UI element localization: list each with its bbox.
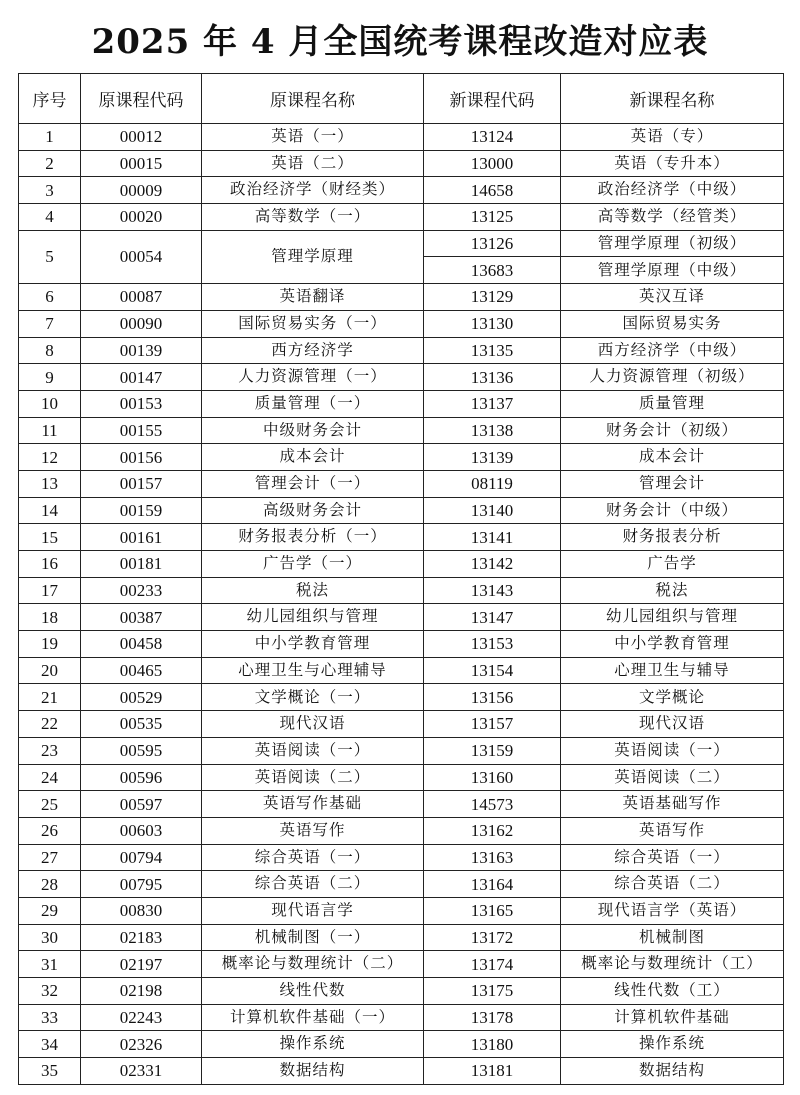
table-row (19, 844, 784, 871)
cell-old-code: 00054 (81, 230, 202, 283)
cell-old-name: 英语（一） (202, 124, 424, 151)
cell-old-code: 00157 (81, 470, 202, 497)
course-mapping-table (18, 73, 784, 1085)
cell-seq: 28 (19, 871, 81, 898)
page-title: 2025 年 4 月全国统考课程改造对应表 (91, 22, 709, 62)
table-row (19, 204, 784, 231)
cell-seq: 31 (19, 951, 81, 978)
cell-new-code: 13141 (424, 524, 561, 551)
cell-old-code: 00090 (81, 310, 202, 337)
cell-seq: 25 (19, 791, 81, 818)
cell-old-code: 00597 (81, 791, 202, 818)
cell-old-code: 00603 (81, 817, 202, 844)
table-row (19, 604, 784, 631)
cell-new-code: 13000 (424, 150, 561, 177)
cell-seq: 13 (19, 470, 81, 497)
cell-old-code: 00233 (81, 577, 202, 604)
cell-old-name: 高等数学（一） (202, 204, 424, 231)
cell-seq: 23 (19, 737, 81, 764)
cell-new-code: 13180 (424, 1031, 561, 1058)
table-row (19, 978, 784, 1005)
cell-seq: 1 (19, 124, 81, 151)
cell-old-name: 高级财务会计 (202, 497, 424, 524)
cell-old-name: 机械制图（一） (202, 924, 424, 951)
cell-new-name: 概率论与数理统计（工） (561, 951, 784, 978)
cell-old-name: 管理会计（一） (202, 470, 424, 497)
table-row (19, 124, 784, 151)
cell-old-code: 00139 (81, 337, 202, 364)
cell-new-name: 管理学原理（中级） (561, 257, 784, 284)
cell-old-name: 文学概论（一） (202, 684, 424, 711)
header-new-name: 新课程名称 (561, 74, 784, 124)
table-row (19, 871, 784, 898)
cell-old-code: 02331 (81, 1058, 202, 1085)
cell-new-code: 14573 (424, 791, 561, 818)
table-row (19, 684, 784, 711)
cell-old-code: 00012 (81, 124, 202, 151)
table-row (19, 551, 784, 578)
cell-seq: 32 (19, 978, 81, 1005)
cell-new-name: 中小学教育管理 (561, 631, 784, 658)
cell-new-code: 13126 (424, 230, 561, 257)
cell-seq: 26 (19, 817, 81, 844)
cell-new-code: 13153 (424, 631, 561, 658)
cell-new-code: 13139 (424, 444, 561, 471)
cell-seq: 24 (19, 764, 81, 791)
cell-seq: 27 (19, 844, 81, 871)
cell-old-name: 现代汉语 (202, 711, 424, 738)
cell-seq: 30 (19, 924, 81, 951)
cell-new-code: 13175 (424, 978, 561, 1005)
cell-new-code: 13135 (424, 337, 561, 364)
table-row (19, 364, 784, 391)
cell-old-code: 00181 (81, 551, 202, 578)
table-row (19, 951, 784, 978)
table-row (19, 524, 784, 551)
cell-new-name: 国际贸易实务 (561, 310, 784, 337)
cell-old-code: 02197 (81, 951, 202, 978)
header-seq: 序号 (19, 74, 81, 124)
cell-old-code: 00153 (81, 390, 202, 417)
cell-new-code: 13178 (424, 1004, 561, 1031)
header-old-name: 原课程名称 (202, 74, 424, 124)
cell-seq: 14 (19, 497, 81, 524)
cell-old-name: 线性代数 (202, 978, 424, 1005)
cell-old-code: 00535 (81, 711, 202, 738)
cell-new-code: 13683 (424, 257, 561, 284)
cell-old-name: 现代语言学 (202, 897, 424, 924)
table-row (19, 1058, 784, 1085)
cell-new-code: 14658 (424, 177, 561, 204)
cell-seq: 11 (19, 417, 81, 444)
header-old-code: 原课程代码 (81, 74, 202, 124)
cell-new-name: 成本会计 (561, 444, 784, 471)
table-row (19, 657, 784, 684)
cell-old-name: 英语阅读（一） (202, 737, 424, 764)
cell-new-name: 政治经济学（中级） (561, 177, 784, 204)
table-row (19, 444, 784, 471)
cell-old-code: 00465 (81, 657, 202, 684)
cell-new-code: 08119 (424, 470, 561, 497)
cell-old-name: 概率论与数理统计（二） (202, 951, 424, 978)
cell-new-code: 13143 (424, 577, 561, 604)
table-row (19, 337, 784, 364)
cell-new-code: 13124 (424, 124, 561, 151)
cell-new-name: 英语写作 (561, 817, 784, 844)
cell-old-code: 00087 (81, 284, 202, 311)
cell-new-code: 13154 (424, 657, 561, 684)
table-row (19, 791, 784, 818)
table-row (19, 310, 784, 337)
table-row (19, 737, 784, 764)
cell-new-name: 财务会计（中级） (561, 497, 784, 524)
cell-new-name: 线性代数（工） (561, 978, 784, 1005)
cell-new-name: 心理卫生与辅导 (561, 657, 784, 684)
header-new-code: 新课程代码 (424, 74, 561, 124)
cell-new-name: 英语基础写作 (561, 791, 784, 818)
cell-new-name: 西方经济学（中级） (561, 337, 784, 364)
cell-new-name: 管理会计 (561, 470, 784, 497)
cell-seq: 22 (19, 711, 81, 738)
table-row (19, 711, 784, 738)
table-row (19, 390, 784, 417)
cell-old-name: 政治经济学（财经类） (202, 177, 424, 204)
cell-new-name: 机械制图 (561, 924, 784, 951)
cell-seq: 5 (19, 230, 81, 283)
cell-seq: 17 (19, 577, 81, 604)
cell-new-code: 13160 (424, 764, 561, 791)
cell-old-name: 国际贸易实务（一） (202, 310, 424, 337)
cell-seq: 33 (19, 1004, 81, 1031)
table-row (19, 897, 784, 924)
cell-new-name: 操作系统 (561, 1031, 784, 1058)
cell-old-name: 计算机软件基础（一） (202, 1004, 424, 1031)
cell-seq: 34 (19, 1031, 81, 1058)
cell-new-name: 英语阅读（一） (561, 737, 784, 764)
cell-new-name: 英语（专） (561, 124, 784, 151)
cell-new-name: 财务报表分析 (561, 524, 784, 551)
table-row (19, 497, 784, 524)
cell-new-code: 13130 (424, 310, 561, 337)
cell-new-code: 13140 (424, 497, 561, 524)
cell-new-name: 数据结构 (561, 1058, 784, 1085)
cell-new-code: 13142 (424, 551, 561, 578)
cell-seq: 20 (19, 657, 81, 684)
cell-old-code: 02326 (81, 1031, 202, 1058)
table-row (19, 417, 784, 444)
cell-old-code: 00147 (81, 364, 202, 391)
table-row (19, 924, 784, 951)
cell-old-name: 中小学教育管理 (202, 631, 424, 658)
cell-old-name: 质量管理（一） (202, 390, 424, 417)
cell-old-name: 广告学（一） (202, 551, 424, 578)
cell-new-code: 13147 (424, 604, 561, 631)
cell-new-name: 管理学原理（初级） (561, 230, 784, 257)
cell-old-code: 02198 (81, 978, 202, 1005)
cell-seq: 7 (19, 310, 81, 337)
cell-new-name: 广告学 (561, 551, 784, 578)
cell-new-code: 13163 (424, 844, 561, 871)
cell-old-name: 综合英语（二） (202, 871, 424, 898)
table-row (19, 1004, 784, 1031)
cell-seq: 18 (19, 604, 81, 631)
cell-old-code: 00529 (81, 684, 202, 711)
cell-seq: 29 (19, 897, 81, 924)
cell-seq: 12 (19, 444, 81, 471)
cell-seq: 16 (19, 551, 81, 578)
cell-old-code: 00387 (81, 604, 202, 631)
cell-old-name: 英语阅读（二） (202, 764, 424, 791)
table-row (19, 150, 784, 177)
cell-new-name: 财务会计（初级） (561, 417, 784, 444)
table-row (19, 230, 784, 257)
table-row (19, 177, 784, 204)
cell-new-code: 13156 (424, 684, 561, 711)
cell-old-code: 02183 (81, 924, 202, 951)
cell-new-name: 综合英语（二） (561, 871, 784, 898)
cell-new-code: 13125 (424, 204, 561, 231)
cell-new-code: 13159 (424, 737, 561, 764)
table-row (19, 817, 784, 844)
cell-old-code: 00161 (81, 524, 202, 551)
cell-new-code: 13157 (424, 711, 561, 738)
cell-new-code: 13138 (424, 417, 561, 444)
cell-seq: 15 (19, 524, 81, 551)
cell-old-code: 00595 (81, 737, 202, 764)
cell-new-name: 幼儿园组织与管理 (561, 604, 784, 631)
cell-new-name: 税法 (561, 577, 784, 604)
cell-old-code: 00159 (81, 497, 202, 524)
cell-new-name: 人力资源管理（初级） (561, 364, 784, 391)
cell-new-name: 文学概论 (561, 684, 784, 711)
cell-new-code: 13136 (424, 364, 561, 391)
cell-old-name: 幼儿园组织与管理 (202, 604, 424, 631)
cell-old-name: 操作系统 (202, 1031, 424, 1058)
cell-old-name: 管理学原理 (202, 230, 424, 283)
cell-old-name: 英语写作基础 (202, 791, 424, 818)
cell-old-code: 00155 (81, 417, 202, 444)
cell-new-name: 综合英语（一） (561, 844, 784, 871)
cell-new-name: 英语阅读（二） (561, 764, 784, 791)
cell-seq: 4 (19, 204, 81, 231)
table-row (19, 470, 784, 497)
cell-old-name: 英语写作 (202, 817, 424, 844)
cell-new-code: 13129 (424, 284, 561, 311)
cell-old-name: 综合英语（一） (202, 844, 424, 871)
cell-new-code: 13137 (424, 390, 561, 417)
cell-old-code: 00020 (81, 204, 202, 231)
cell-old-name: 人力资源管理（一） (202, 364, 424, 391)
cell-old-name: 英语（二） (202, 150, 424, 177)
cell-seq: 10 (19, 390, 81, 417)
cell-old-name: 英语翻译 (202, 284, 424, 311)
cell-seq: 9 (19, 364, 81, 391)
cell-old-code: 00795 (81, 871, 202, 898)
cell-new-code: 13174 (424, 951, 561, 978)
cell-new-code: 13162 (424, 817, 561, 844)
cell-seq: 8 (19, 337, 81, 364)
cell-new-code: 13165 (424, 897, 561, 924)
table-row (19, 577, 784, 604)
cell-seq: 21 (19, 684, 81, 711)
cell-old-code: 00009 (81, 177, 202, 204)
cell-old-name: 西方经济学 (202, 337, 424, 364)
cell-seq: 35 (19, 1058, 81, 1085)
cell-seq: 6 (19, 284, 81, 311)
cell-seq: 19 (19, 631, 81, 658)
cell-seq: 2 (19, 150, 81, 177)
cell-new-name: 现代汉语 (561, 711, 784, 738)
cell-new-code: 13181 (424, 1058, 561, 1085)
cell-old-name: 财务报表分析（一） (202, 524, 424, 551)
table-row (19, 631, 784, 658)
cell-old-code: 00015 (81, 150, 202, 177)
table-body (19, 124, 784, 1085)
cell-old-name: 税法 (202, 577, 424, 604)
cell-old-name: 数据结构 (202, 1058, 424, 1085)
cell-new-name: 英汉互译 (561, 284, 784, 311)
cell-old-code: 00458 (81, 631, 202, 658)
table-header-row (19, 74, 784, 124)
cell-old-code: 00596 (81, 764, 202, 791)
cell-old-code: 02243 (81, 1004, 202, 1031)
cell-old-name: 心理卫生与心理辅导 (202, 657, 424, 684)
cell-new-code: 13172 (424, 924, 561, 951)
cell-old-code: 00830 (81, 897, 202, 924)
cell-new-code: 13164 (424, 871, 561, 898)
cell-old-name: 成本会计 (202, 444, 424, 471)
cell-new-name: 计算机软件基础 (561, 1004, 784, 1031)
cell-seq: 3 (19, 177, 81, 204)
table-row (19, 764, 784, 791)
cell-new-name: 高等数学（经管类） (561, 204, 784, 231)
cell-new-name: 英语（专升本） (561, 150, 784, 177)
cell-old-code: 00156 (81, 444, 202, 471)
table-row (19, 1031, 784, 1058)
cell-old-name: 中级财务会计 (202, 417, 424, 444)
table-row (19, 284, 784, 311)
cell-old-code: 00794 (81, 844, 202, 871)
cell-new-name: 现代语言学（英语） (561, 897, 784, 924)
cell-new-name: 质量管理 (561, 390, 784, 417)
